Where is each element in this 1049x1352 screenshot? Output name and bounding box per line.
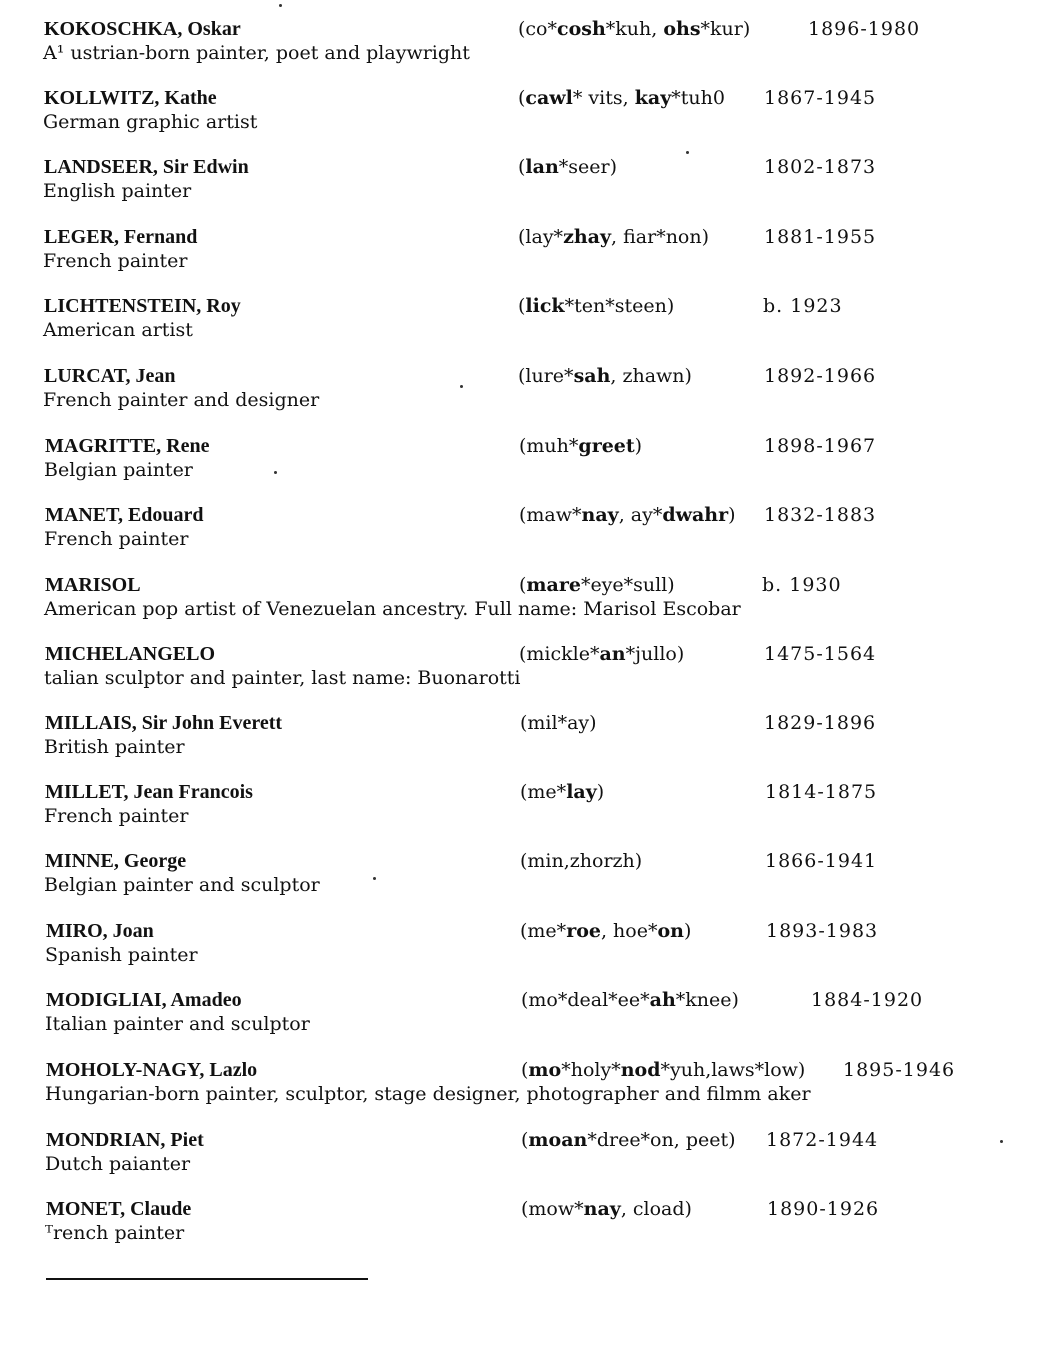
- stressed-syllable: mare: [526, 574, 581, 596]
- artist-description: English painter: [43, 180, 192, 202]
- pronunciation-segment: (me*: [520, 781, 567, 803]
- scan-speck: [373, 877, 376, 880]
- artist-entry: [0, 17, 1049, 77]
- pronunciation: [520, 849, 642, 873]
- pronunciation-segment: (lure*: [518, 365, 574, 387]
- artist-entry: [0, 364, 1049, 424]
- pronunciation: [518, 294, 674, 318]
- artist-description: talian sculptor and painter, last name: Buonarotti: [44, 667, 521, 689]
- artist-description: Belgian painter and sculptor: [44, 874, 320, 896]
- life-dates: 1802-1873: [764, 156, 877, 178]
- pronunciation-segment: (: [521, 1129, 529, 1151]
- pronunciation-segment: *holy*: [561, 1059, 621, 1081]
- pronunciation: [518, 225, 709, 249]
- pronunciation: [518, 17, 750, 41]
- scan-speck: [1000, 1140, 1003, 1143]
- scan-speck: [274, 471, 277, 474]
- pronunciation-segment: *jullo): [625, 643, 685, 665]
- life-dates: 1890-1926: [767, 1198, 880, 1220]
- pronunciation: [521, 1128, 736, 1152]
- pronunciation: [519, 434, 642, 458]
- life-dates: 1866-1941: [765, 850, 878, 872]
- artist-name: LANDSEER, Sir Edwin: [44, 156, 249, 178]
- pronunciation-segment: *kuh,: [605, 18, 664, 40]
- pronunciation-segment: *tuh0: [671, 87, 725, 109]
- stressed-syllable: zhay: [563, 226, 612, 248]
- artist-name: MONDRIAN, Piet: [46, 1129, 204, 1151]
- artist-description: French painter: [43, 250, 188, 272]
- pronunciation-segment: (mow*: [521, 1198, 584, 1220]
- pronunciation-segment: *dree*on, peet): [587, 1129, 736, 1151]
- stressed-syllable: lick: [525, 295, 565, 317]
- scan-speck: [460, 385, 463, 388]
- stressed-syllable: mo: [528, 1059, 562, 1081]
- artist-entry: [0, 1197, 1049, 1257]
- pronunciation: [518, 364, 692, 388]
- pronunciation: [519, 642, 684, 666]
- artist-entry: [0, 1128, 1049, 1188]
- artist-description: A¹ ustrian-born painter, poet and playwright: [43, 42, 470, 64]
- stressed-syllable: dwahr: [662, 504, 729, 526]
- scan-speck: [279, 4, 282, 7]
- life-dates: 1867-1945: [764, 87, 877, 109]
- artist-description: Hungarian-born painter, sculptor, stage designer, photographer and filmm aker: [45, 1083, 811, 1105]
- pronunciation-segment: (: [518, 295, 526, 317]
- artist-description: French painter and designer: [43, 389, 320, 411]
- artist-entry: [0, 86, 1049, 146]
- artist-entry: [0, 155, 1049, 215]
- pronunciation-segment: (min,zhorzh): [520, 850, 643, 872]
- pronunciation-segment: *knee): [675, 989, 739, 1011]
- pronunciation-segment: *eye*sull): [580, 574, 675, 596]
- artist-entry: [0, 434, 1049, 494]
- pronunciation-segment: (: [518, 87, 526, 109]
- artist-entry: [0, 780, 1049, 840]
- stressed-syllable: nay: [581, 504, 619, 526]
- artist-name: LEGER, Fernand: [44, 226, 198, 248]
- pronunciation-segment: , zhawn): [610, 365, 692, 387]
- artist-name: MARISOL: [45, 574, 141, 596]
- life-dates: 1881-1955: [764, 226, 877, 248]
- stressed-syllable: moan: [528, 1129, 588, 1151]
- artist-description: French painter: [44, 805, 189, 827]
- stressed-syllable: kay: [634, 87, 672, 109]
- pronunciation-segment: ): [728, 504, 736, 526]
- pronunciation: [521, 988, 739, 1012]
- pronunciation-segment: (muh*: [519, 435, 579, 457]
- stressed-syllable: ah: [649, 989, 676, 1011]
- artist-description: Belgian painter: [44, 459, 193, 481]
- stressed-syllable: nay: [583, 1198, 621, 1220]
- artist-description: American pop artist of Venezuelan ancestry. Full name: Marisol Escobar: [44, 598, 741, 620]
- pronunciation: [520, 919, 691, 943]
- pronunciation-segment: (: [519, 574, 527, 596]
- pronunciation: [520, 711, 597, 735]
- pronunciation-segment: (: [521, 1059, 529, 1081]
- life-dates: 1892-1966: [764, 365, 877, 387]
- artist-description: American artist: [43, 319, 193, 341]
- life-dates: 1884-1920: [811, 989, 924, 1011]
- pronunciation-segment: (mil*ay): [520, 712, 597, 734]
- artist-name: LURCAT, Jean: [44, 365, 176, 387]
- stressed-syllable: lay: [566, 781, 597, 803]
- pronunciation-segment: (mo*deal*ee*: [521, 989, 650, 1011]
- artist-entry: [0, 573, 1049, 633]
- pronunciation-segment: (co*: [518, 18, 557, 40]
- artist-name: MICHELANGELO: [45, 643, 216, 665]
- pronunciation: [520, 780, 604, 804]
- pronunciation-segment: (lay*: [518, 226, 564, 248]
- artist-description: Spanish painter: [45, 944, 198, 966]
- pronunciation-segment: *ten*steen): [564, 295, 675, 317]
- pronunciation: [519, 573, 675, 597]
- pronunciation: [521, 1197, 692, 1221]
- scan-speck: [686, 151, 689, 154]
- stressed-syllable: lan: [525, 156, 559, 178]
- artist-name: MAGRITTE, Rene: [45, 435, 210, 457]
- artist-entry: [0, 642, 1049, 702]
- pronunciation: [519, 503, 736, 527]
- life-dates: 1832-1883: [764, 504, 877, 526]
- artist-entry: [0, 1058, 1049, 1118]
- pronunciation-segment: * vits,: [572, 87, 635, 109]
- pronunciation-segment: , ay*: [618, 504, 663, 526]
- pronunciation: [518, 155, 617, 179]
- artist-name: MANET, Edouard: [45, 504, 204, 526]
- stressed-syllable: an: [599, 643, 626, 665]
- stressed-syllable: nod: [620, 1059, 661, 1081]
- artist-entry: [0, 711, 1049, 771]
- pronunciation: [521, 1058, 805, 1082]
- life-dates: 1893-1983: [766, 920, 879, 942]
- artist-name: MONET, Claude: [46, 1198, 192, 1220]
- pronunciation-segment: ): [596, 781, 605, 803]
- artist-entry: [0, 294, 1049, 354]
- life-dates: 1829-1896: [764, 712, 877, 734]
- pronunciation: [518, 86, 725, 110]
- artist-name: LICHTENSTEIN, Roy: [44, 295, 241, 317]
- artist-name: KOKOSCHKA, Oskar: [44, 18, 241, 40]
- pronunciation-segment: , fiar*non): [611, 226, 710, 248]
- pronunciation-segment: (mickle*: [519, 643, 600, 665]
- artist-description: ᵀrench painter: [45, 1222, 185, 1244]
- stressed-syllable: ohs: [663, 18, 701, 40]
- artist-description: Italian painter and sculptor: [45, 1013, 310, 1035]
- life-dates: 1475-1564: [764, 643, 877, 665]
- stressed-syllable: cawl: [525, 87, 573, 109]
- artist-entry: [0, 503, 1049, 563]
- artist-name: MILLAIS, Sir John Everett: [45, 712, 283, 734]
- life-dates: b. 1930: [762, 574, 842, 596]
- life-dates: 1895-1946: [843, 1059, 956, 1081]
- pronunciation-segment: (maw*: [519, 504, 582, 526]
- stressed-syllable: roe: [566, 920, 601, 942]
- artist-name: MINNE, George: [45, 850, 187, 872]
- life-dates: 1814-1875: [765, 781, 878, 803]
- artist-entry: [0, 849, 1049, 909]
- artist-description: French painter: [44, 528, 189, 550]
- artist-name: MOHOLY-NAGY, Lazlo: [46, 1059, 258, 1081]
- artist-entry: [0, 225, 1049, 285]
- pronunciation-segment: , cload): [620, 1198, 692, 1220]
- pronunciation-segment: *yuh,laws*low): [660, 1059, 806, 1081]
- artist-name: MILLET, Jean Francois: [45, 781, 253, 803]
- artist-name: MIRO, Joan: [46, 920, 154, 942]
- pronunciation-segment: *seer): [558, 156, 617, 178]
- pronunciation-segment: *kur): [700, 18, 751, 40]
- artist-entry: [0, 919, 1049, 979]
- artist-description: Dutch paianter: [45, 1153, 191, 1175]
- stressed-syllable: on: [657, 920, 684, 942]
- pronunciation-segment: ): [634, 435, 643, 457]
- artist-name: KOLLWITZ, Kathe: [44, 87, 217, 109]
- life-dates: 1872-1944: [766, 1129, 879, 1151]
- artist-description: German graphic artist: [43, 111, 258, 133]
- stressed-syllable: sah: [573, 365, 611, 387]
- pronunciation-segment: (: [518, 156, 526, 178]
- pronunciation-segment: , hoe*: [600, 920, 658, 942]
- stressed-syllable: cosh: [557, 18, 606, 40]
- stressed-syllable: greet: [578, 435, 635, 457]
- pronunciation-segment: ): [683, 920, 692, 942]
- life-dates: b. 1923: [763, 295, 843, 317]
- artist-name: MODIGLIAI, Amadeo: [46, 989, 242, 1011]
- pronunciation-segment: (me*: [520, 920, 567, 942]
- life-dates: 1898-1967: [764, 435, 877, 457]
- artist-entry: [0, 988, 1049, 1048]
- artist-description: British painter: [44, 736, 185, 758]
- footnote-rule: [46, 1278, 368, 1280]
- life-dates: 1896-1980: [808, 18, 921, 40]
